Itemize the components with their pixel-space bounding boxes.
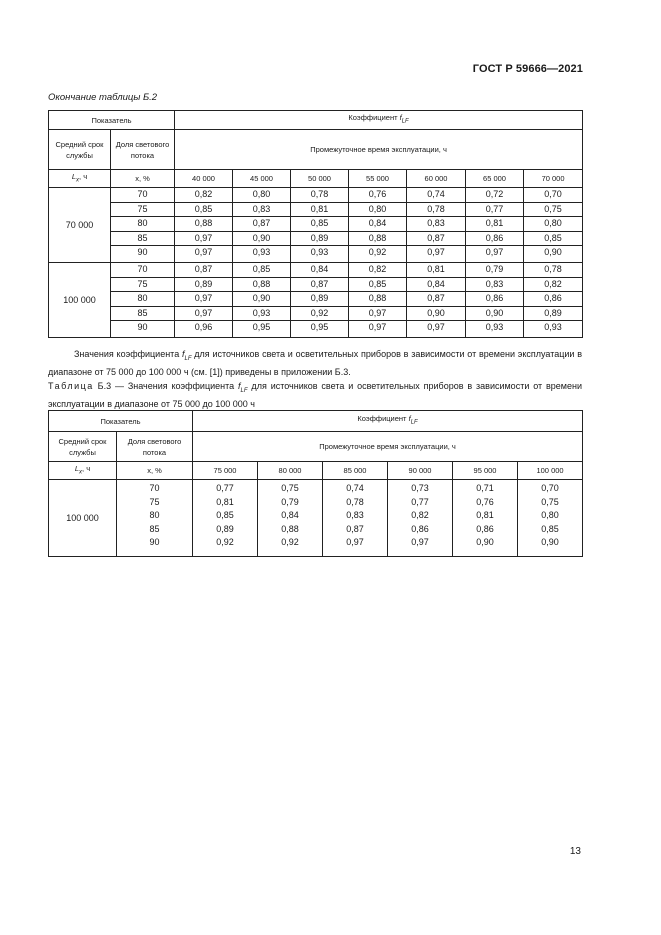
time-col: 70 000 — [524, 170, 583, 188]
header-x: x, % — [117, 462, 193, 480]
time-col: 85 000 — [323, 462, 388, 480]
header-coefficient: Коэффициент $f_{LF}$ — [193, 411, 583, 432]
table-b3-caption: Таблица Б.3 — Значения коэффициента $f_{LF}$ для источников света и осветительных приборов в зависимости от времени эксплуатации в диапазоне от 75 000 до 100 000 ч — [48, 381, 583, 409]
value-cell: 0,72 0,77 0,81 0,86 0,97 — [466, 188, 524, 263]
table-row — [49, 480, 583, 557]
time-col: 75 000 — [193, 462, 258, 480]
header-indicator: Показатель — [49, 411, 193, 432]
value-cell: 0,82 0,85 0,88 0,97 0,97 — [349, 263, 407, 338]
value-cell: 0,75 0,79 0,84 0,88 0,92 — [258, 480, 323, 557]
page-number: 13 — [569, 846, 581, 857]
service-life-cell: 100 000 — [49, 480, 117, 557]
value-cell: 0,74 0,78 0,83 0,87 0,97 — [407, 188, 466, 263]
share-cell: 70 75 80 85 90 — [111, 263, 175, 338]
table-continuation-caption: Окончание таблицы Б.2 — [48, 92, 158, 103]
service-life-cell: 70 000 — [49, 188, 111, 263]
value-cell: 0,78 0,82 0,86 0,89 0,93 — [524, 263, 583, 338]
value-cell: 0,70 0,75 0,80 0,85 0,90 — [518, 480, 583, 557]
time-col: 60 000 — [407, 170, 466, 188]
header-service-life: Средний срок службы — [49, 432, 117, 462]
value-cell: 0,80 0,83 0,87 0,90 0,93 — [233, 188, 291, 263]
time-col: 45 000 — [233, 170, 291, 188]
value-cell: 0,74 0,78 0,83 0,87 0,97 — [323, 480, 388, 557]
header-x: x, % — [111, 170, 175, 188]
document-id: ГОСТ Р 59666—2021 — [472, 63, 583, 75]
time-col: 80 000 — [258, 462, 323, 480]
table-b3 — [48, 410, 583, 557]
time-col: 95 000 — [453, 462, 518, 480]
header-service-life: Средний срок службы — [49, 130, 111, 170]
time-col: 40 000 — [175, 170, 233, 188]
header-flux-share: Доля светового потока — [111, 130, 175, 170]
header-interim-time: Промежуточное время эксплуатации, ч — [175, 130, 583, 170]
value-cell: 0,78 0,81 0,85 0,89 0,93 — [291, 188, 349, 263]
value-cell: 0,79 0,83 0,86 0,90 0,93 — [466, 263, 524, 338]
value-cell: 0,84 0,87 0,89 0,92 0,95 — [291, 263, 349, 338]
time-col: 50 000 — [291, 170, 349, 188]
header-indicator: Показатель — [49, 111, 175, 130]
time-col: 65 000 — [466, 170, 524, 188]
value-cell: 0,77 0,81 0,85 0,89 0,92 — [193, 480, 258, 557]
header-flux-share: Доля светового потока — [117, 432, 193, 462]
table-row — [49, 188, 583, 263]
value-cell: 0,76 0,80 0,84 0,88 0,92 — [349, 188, 407, 263]
value-cell: 0,85 0,88 0,90 0,93 0,95 — [233, 263, 291, 338]
value-cell: 0,73 0,77 0,82 0,86 0,97 — [388, 480, 453, 557]
service-life-cell: 100 000 — [49, 263, 111, 338]
table-b2-end — [48, 110, 583, 338]
value-cell: 0,82 0,85 0,88 0,97 0,97 — [175, 188, 233, 263]
value-cell: 0,81 0,84 0,87 0,90 0,97 — [407, 263, 466, 338]
table-row — [49, 263, 583, 338]
time-col: 90 000 — [388, 462, 453, 480]
share-cell: 70 75 80 85 90 — [117, 480, 193, 557]
value-cell: 0,71 0,76 0,81 0,86 0,90 — [453, 480, 518, 557]
header-interim-time: Промежуточное время эксплуатации, ч — [193, 432, 583, 462]
header-lx: $L_x$, ч — [49, 170, 111, 188]
value-cell: 0,70 0,75 0,80 0,85 0,90 — [524, 188, 583, 263]
time-col: 55 000 — [349, 170, 407, 188]
value-cell: 0,87 0,89 0,97 0,97 0,96 — [175, 263, 233, 338]
time-col: 100 000 — [518, 462, 583, 480]
paragraph-note: Значения коэффициента $f_{LF}$ для источников света и осветительных приборов в зависимости от времени эксплуатации в диапазоне от 75 000 до 100 000 ч (см. [1]) приведены в приложении Б.3. — [48, 349, 583, 377]
header-lx: $L_x$, ч — [49, 462, 117, 480]
header-coefficient: Коэффициент $f_{LF}$ — [175, 111, 583, 130]
share-cell: 70 75 80 85 90 — [111, 188, 175, 263]
